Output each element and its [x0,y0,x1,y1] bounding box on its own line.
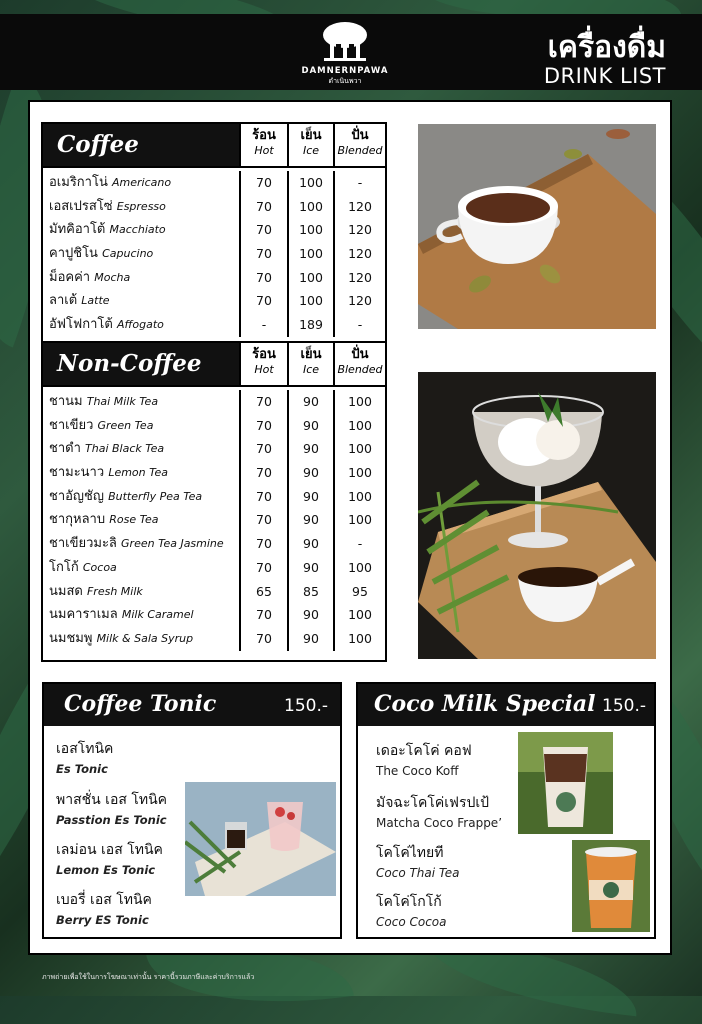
item-name-english: Milk & Sala Syrup [96,631,194,645]
table-row [49,313,239,337]
price-cell: 70 [256,198,272,214]
price-cell: - [261,317,267,333]
item-name-thai: คาปูชิโน [49,246,98,262]
price-cell: 189 [299,317,323,333]
price-cell: 70 [256,607,272,623]
price-cell: 90 [303,417,319,433]
list-item: โคโค่ไทยที Coco Thai Tea [376,845,460,880]
list-item: เดอะโคโค่ คอฟ The Coco Koff [376,743,472,778]
table-row [49,242,239,266]
table-row [49,414,239,438]
col-hot: ร้อน Hot [239,124,287,166]
price-cell: 100 [348,417,372,433]
list-item: โคโค่โกโก้ Coco Cocoa [376,894,447,929]
price-cell: 85 [303,583,319,599]
item-name-english: Milk Caramel [121,608,194,622]
price-cell: 70 [256,512,272,528]
logo-thai-name: ดำเนินพวา [328,77,362,85]
table-row [49,289,239,313]
item-name-thai: นมคาราเมล [49,607,118,623]
price-cell: 120 [348,222,372,238]
col-blended: ปั่น Blended [333,343,385,385]
price-cell: 70 [256,465,272,481]
coffee-tonic-price: 150.- [284,696,328,716]
coco-koff-photo [518,732,613,834]
table-row [49,556,239,580]
col-ice: เย็น Ice [287,124,333,166]
item-name-thai: ชาดำ [49,441,81,457]
price-cell: 120 [348,246,372,262]
price-cell: 70 [256,175,272,190]
page-title-thai: เครื่องดื่ม [547,30,666,65]
item-name-english: Butterfly Pea Tea [108,489,203,503]
price-cell: 100 [348,630,372,646]
price-cell: 95 [352,583,368,599]
item-name-thai: อเมริกาโน่ [49,175,108,190]
item-name-english: Green Tea [97,418,154,432]
price-cell: 70 [256,630,272,646]
price-cell: 120 [348,293,372,309]
price-cell: 100 [299,246,323,262]
tonic-photo [185,782,336,896]
price-cell: - [357,317,363,333]
price-cell: 100 [348,607,372,623]
table-row [49,485,239,509]
noncoffee-hot-prices [239,390,287,651]
coffee-category-title: Coffee [43,124,239,166]
table-row [49,266,239,290]
table-row [49,532,239,556]
affogato-photo [418,372,656,659]
item-name-thai: ม็อคค่า [49,269,91,285]
price-cell: 90 [303,465,319,481]
coco-milk-header [358,684,654,726]
price-cell: 100 [348,559,372,575]
table-row [49,171,239,195]
item-name-thai: อัฟโฟกาโต้ [49,317,113,333]
item-name-thai: ชามะนาว [49,465,105,481]
item-name-thai: เอสเปรสโซ่ [49,198,113,214]
price-cell: 100 [348,441,372,457]
coco-milk-title: Coco Milk Special [374,691,596,717]
noncoffee-ice-prices [287,390,333,651]
table-row [49,218,239,242]
price-cell: 70 [256,394,272,409]
price-cell: 120 [348,198,372,214]
item-name-english: Green Tea Jasmine [121,537,224,551]
item-name-thai: ลาเต้ [49,293,78,309]
list-item: เลม่อน เอส โทนิค Lemon Es Tonic [56,842,163,877]
item-name-english: Macchiato [109,223,166,237]
item-name-english: Americano [111,176,172,189]
item-name-english: Thai Milk Tea [86,395,159,408]
price-cell: 70 [256,536,272,552]
item-name-english: Affogato [116,318,164,332]
list-item: เบอรี่ เอส โทนิค Berry ES Tonic [56,892,152,927]
item-name-english: Capucino [102,247,154,261]
coffee-blended-prices [333,171,385,337]
price-cell: 90 [303,512,319,528]
price-cell: 90 [303,441,319,457]
table-row [49,603,239,627]
logo-name: DAMNERNPAWA [301,66,389,76]
price-cell: 70 [256,559,272,575]
price-cell: 120 [348,269,372,285]
item-name-thai: ชาอัญชัญ [49,488,104,504]
item-name-thai: ชานม [49,394,83,409]
noncoffee-table-header [43,343,385,387]
list-item: เอสโทนิค Es Tonic [56,741,114,776]
item-name-english: Mocha [94,270,131,284]
price-cell: 100 [348,512,372,528]
price-cell: 90 [303,607,319,623]
brand-logo [295,20,395,90]
coffee-ice-prices [287,171,333,337]
price-cell: 100 [348,488,372,504]
espresso-photo [418,124,656,329]
noncoffee-blended-prices [333,390,385,651]
coffee-table-header [43,124,385,168]
price-cell: 100 [348,394,372,409]
price-cell: 90 [303,536,319,552]
item-name-thai: ชากุหลาบ [49,512,106,528]
coco-milk-box [356,682,656,939]
coco-milk-price: 150.- [602,696,646,716]
coffee-hot-prices [239,171,287,337]
page-title: DRINK LIST [543,64,666,88]
table-row [49,437,239,461]
price-cell: 70 [256,269,272,285]
price-cell: 90 [303,394,319,409]
item-name-thai: ชาเขียวมะลิ [49,536,117,552]
tree-icon [320,20,370,64]
price-cell: 65 [256,583,272,599]
item-name-english: Espresso [116,199,166,213]
list-item: พาสชั่น เอส โทนิค Passtion Es Tonic [56,792,168,827]
col-blended: ปั่น Blended [333,124,385,166]
noncoffee-table [41,341,387,662]
item-name-english: Thai Black Tea [85,442,165,456]
price-cell: 90 [303,559,319,575]
list-item: มัจฉะโคโค่เฟรปเป้ Matcha Coco Frappe’ [376,795,503,830]
price-cell: 100 [299,269,323,285]
item-name-thai: โกโก้ [49,559,79,575]
price-cell: 100 [348,465,372,481]
item-name-thai: นมสด [49,583,83,599]
table-row [49,461,239,485]
price-cell: 90 [303,488,319,504]
price-cell: 70 [256,441,272,457]
price-cell: 100 [299,198,323,214]
coffee-item-names [43,171,239,337]
item-name-english: Cocoa [82,560,117,574]
price-cell: 70 [256,246,272,262]
price-cell: - [357,175,363,190]
coffee-tonic-header [44,684,340,726]
price-cell: 100 [299,293,323,309]
item-name-english: Lemon Tea [108,466,168,480]
footer-note: ภาพถ่ายเพื่อใช้ในการโฆษณาเท่านั้น ราคานี้รวมภาษีและค่าบริการแล้ว [42,973,255,981]
price-cell: 70 [256,488,272,504]
table-row [49,195,239,219]
item-name-english: Latte [81,294,110,308]
table-row [49,508,239,532]
item-name-thai: นมชมพู [49,630,93,646]
price-cell: 70 [256,222,272,238]
coco-thai-tea-photo [572,840,650,932]
price-cell: 100 [299,222,323,238]
coffee-table [41,122,387,343]
col-hot: ร้อน Hot [239,343,287,385]
item-name-thai: มัทคิอาโต้ [49,222,106,238]
price-cell: 70 [256,417,272,433]
coffee-tonic-title: Coffee Tonic [64,691,217,717]
item-name-thai: ชาเขียว [49,417,94,433]
price-cell: 100 [299,175,323,190]
coffee-tonic-box [42,682,342,939]
noncoffee-category-title: Non-Coffee [43,343,239,385]
table-row [49,580,239,604]
header-bar [0,14,702,90]
price-cell: 70 [256,293,272,309]
col-ice: เย็น Ice [287,343,333,385]
table-row [49,390,239,414]
price-cell: - [357,536,363,552]
noncoffee-item-names [43,390,239,651]
item-name-english: Rose Tea [109,513,159,527]
price-cell: 90 [303,630,319,646]
table-row [49,627,239,651]
item-name-english: Fresh Milk [86,584,143,598]
